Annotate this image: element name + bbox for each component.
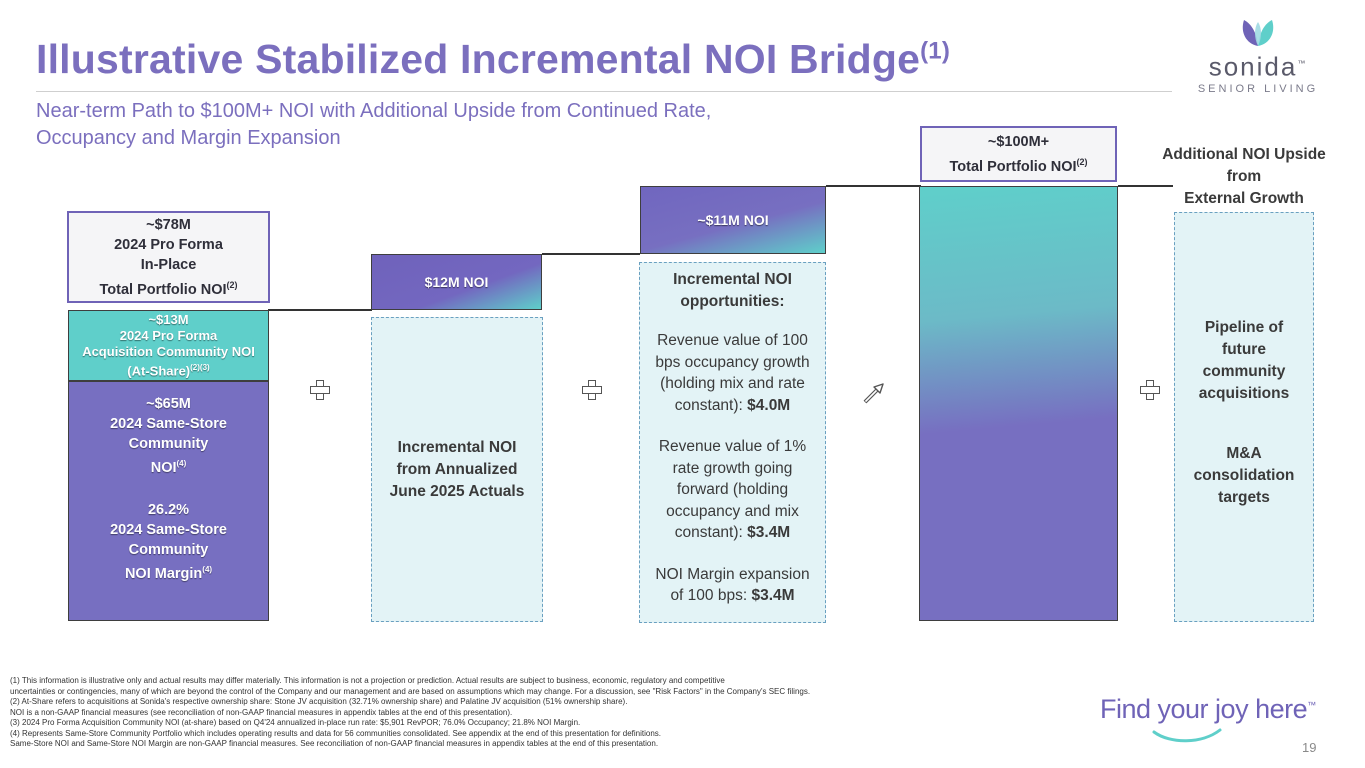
logo-subtitle: SENIOR LIVING xyxy=(1197,82,1319,95)
logo-wordmark: sonida™ xyxy=(1208,51,1308,82)
plus-icon xyxy=(582,380,600,398)
tagline: Find your joy here™ xyxy=(1100,694,1316,724)
footnotes: (1) This information is illustrative only and actual results may differ materially. This information is not a projection or prediction. Actual results are subject to business, economic, regulatory and competitive uncertainties or contingencies, many of which are beyond the control of the Company and our management and are based on assumptions which may change. For a discussion, see "Risk Factors" in the Company's SEC filings. (2) At-Share refers to acquisitions at Sonida's respective ownership share: Stone JV acquisition (32.71% ownership share) and Palatine JV acquisition (51% ownership share). NOI is a non-GAAP financial measures (see reconciliation of non-GAAP financial measures in appendix tables at the end of this presentation). (3) 2024 Pro Forma Acquisition Community NOI (at-share) based on Q4'24 annualized in-place run rate: $5,901 RevPOR; 76.0% Occupancy; 21.8% NOI Margin. (4) Represents Same-Store Community Portfolio which includes operating results and data for 56 communities consolidated. See appendix at the end of this presentation for definitions. Same-Store NOI and Same-Store NOI Margin are non-GAAP financial measures. See reconciliation of non-GAAP financial measures in appendix tables at the end of this presentation. xyxy=(10,676,811,748)
total-portfolio-noi-bar xyxy=(919,186,1118,621)
page-title: Illustrative Stabilized Incremental NOI Bridge$^{(1)}$ xyxy=(36,36,951,82)
same-store-noi-bar: ~$65M 2024 Same-Store Community NOI$^{(4)}$ 26.2% 2024 Same-Store Community NOI Margin$^{(4)}$ xyxy=(68,381,269,621)
title-divider xyxy=(36,91,1172,92)
incremental-opportunities-box: Incremental NOI opportunities: Revenue value of 100 bps occupancy growth (holding mix and rate constant): $4.0M Revenue value of 1% rate growth going forward (holding occupancy and mix constant): $3.4M NOI Margin expansion of 100 bps: $3.4M xyxy=(639,262,826,623)
page-number: 19 xyxy=(1302,740,1317,755)
bridge-connector-1 xyxy=(268,309,372,311)
page-subtitle: Near-term Path to $100M+ NOI with Additional Upside from Continued Rate, Occupancy and Margin Expansion xyxy=(36,100,712,149)
bridge-connector-2 xyxy=(542,253,640,255)
plus-icon xyxy=(1140,380,1158,398)
june-actuals-box: Incremental NOI from Annualized June 2025 Actuals xyxy=(371,317,543,622)
incremental-opportunities-noi-bar: ~$11M NOI xyxy=(640,186,826,254)
smile-swoosh-icon xyxy=(1152,728,1222,744)
in-place-noi-label: ~$78M 2024 Pro Forma In-Place Total Portfolio NOI$^{(2)}$ xyxy=(67,211,270,303)
diagonal-arrow-icon xyxy=(862,381,886,405)
total-portfolio-noi-label: ~$100M+ Total Portfolio NOI$^{(2)}$ xyxy=(920,126,1117,182)
june-actuals-noi-bar: $12M NOI xyxy=(371,254,542,310)
external-growth-heading: Additional NOI Upside from External Growth xyxy=(1162,146,1326,207)
bridge-connector-3 xyxy=(826,185,921,187)
acquisition-noi-bar: ~$13M 2024 Pro Forma Acquisition Community NOI (At-Share)$^{(2)(3)}$ xyxy=(68,310,269,381)
butterfly-leaf-icon xyxy=(1238,18,1278,48)
sonida-logo xyxy=(1196,18,1320,100)
external-growth-box: Pipeline of future community acquisitions M&A consolidation targets xyxy=(1174,212,1314,622)
plus-icon xyxy=(310,380,328,398)
